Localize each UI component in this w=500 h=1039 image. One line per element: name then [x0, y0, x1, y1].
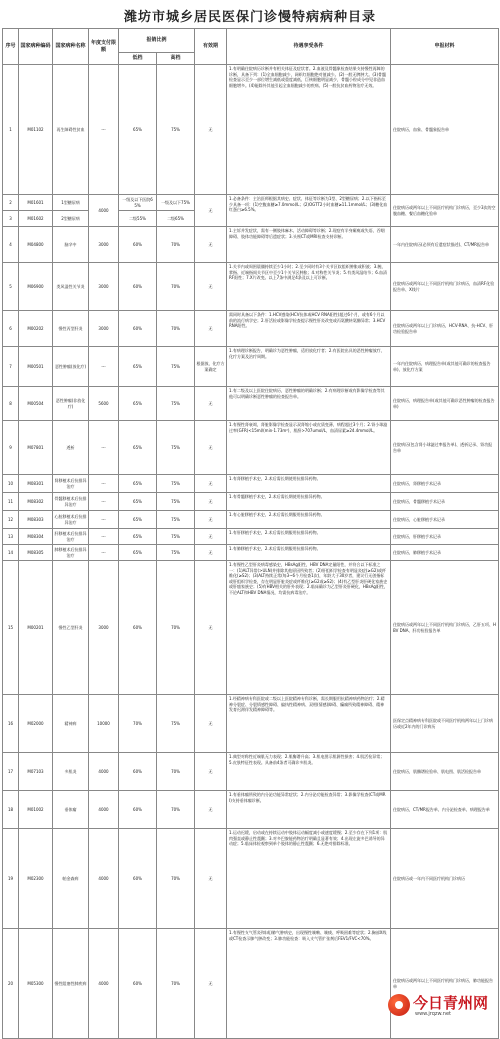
cell-low: 60%	[119, 791, 157, 829]
cell-period: 无	[195, 227, 227, 263]
cell-period: 无	[195, 695, 227, 753]
cell-period: 无	[195, 753, 227, 791]
cell-materials: 住院病历或两年以上门诊病历，HCV-RNA、抗-HCV、肝功检验报告单	[391, 311, 499, 347]
cell-condition: 需同时具备以下条件：1.HCV感染(HCV抗体或HCV RNA阳性)超过6个月，或有6个月以前的流行病学史；2.肝活检或影像学检查提示慢性肝炎改变或丙氨酸转氨酶异常；3.HCV RNA阳性。	[227, 311, 391, 347]
cell-low: 65%	[119, 493, 157, 511]
cell-materials: 住院病历或两年以上不同医疗机构门诊病历，肺功能报告单	[391, 929, 499, 1039]
cell-high: 70%	[157, 929, 195, 1039]
cell-materials: 住院病历或两年以上不同医疗机构门诊病历，血清RF化验报告单、X线片	[391, 263, 499, 311]
table-row	[3, 347, 499, 387]
cell-low: 60%	[119, 929, 157, 1039]
cell-low: 60%	[119, 263, 157, 311]
cell-period: 无	[195, 475, 227, 493]
cell-materials: 医保定点精神病专科医院或不同医疗机构两年以上门诊病历或近2年内的门诊病历	[391, 695, 499, 753]
cell-code: M07801	[19, 421, 53, 475]
table-row	[3, 195, 499, 211]
cell-code: M08303	[19, 511, 53, 529]
cell-seq: 6	[3, 311, 19, 347]
cell-materials: 住院病历或一年内不同医疗机构门诊病历	[391, 829, 499, 929]
cell-condition: 1.有二级及以上医院住院病历，恶性肿瘤的明确诊断；2.有病理诊断或有影像学检查等其他可以明确诊断恶性肿瘤的检查报告单。	[227, 387, 391, 421]
cell-low: 65%	[119, 65, 157, 195]
cell-name: 帕金森病	[53, 829, 89, 929]
cell-high: 一级及以下75%	[157, 195, 195, 211]
cell-code: M02300	[19, 829, 53, 929]
cell-seq: 19	[3, 829, 19, 929]
table-row	[3, 493, 499, 511]
table-row	[3, 545, 499, 561]
cell-materials: 住院病历，心脏移植手术记录	[391, 511, 499, 529]
cell-condition: 1.关节内或周围晨僵持续至少1小时；2.至少同时有3个关节区软组织肿胀或积液；3.腕、掌指、近端指间关节区中至少1个关节区肿胀；4.对称性关节炎；5.有类风湿结节；6.血清RF阳性；7.X片改变。以上7条中满足4条及以上可诊断。	[227, 263, 391, 311]
cell-materials: 住院病历(包含肾小球滤过率报告单)、透析记录、肾功报告单	[391, 421, 499, 475]
header-code: 国家病种编码	[19, 29, 53, 65]
cell-limit: 4000	[89, 791, 119, 829]
cell-limit: 3000	[89, 561, 119, 695]
cell-period: 无	[195, 65, 227, 195]
cell-name: 恶性肿瘤(非放化疗)	[53, 387, 89, 421]
cell-condition: 1.有垂体瘤所致的内分泌功能异常症状；2.内分泌功能检查异常；3.影像学检查(CT或MRI)支持垂体瘤诊断。	[227, 791, 391, 829]
cell-high: 70%	[157, 753, 195, 791]
cell-name: 心脏移植术后抗排异治疗	[53, 511, 89, 529]
cell-name: 1型糖尿病	[53, 195, 89, 211]
cell-condition: 1.运动迟缓，启动或在持续运动中肢体运动幅度减小或速度缓慢；2.至少存在下列1项：肌肉强直或静止性震颤；3.对多巴胺能药物治疗明确且显著有效；4.出现左旋多巴诱导的异动症；5.临床体检观察到单个肢体的静止性震颤；6.无绝对排除标准。	[227, 829, 391, 929]
cell-low: 65%	[119, 529, 157, 545]
cell-high: 70%	[157, 263, 195, 311]
cell-name: 精神病	[53, 695, 89, 753]
watermark-url: www.jrqzw.net	[415, 1011, 451, 1017]
cell-limit: 3000	[89, 311, 119, 347]
cell-seq: 16	[3, 695, 19, 753]
cell-seq: 9	[3, 421, 19, 475]
cell-code: M08301	[19, 475, 53, 493]
cell-seq: 12	[3, 511, 19, 529]
table-row	[3, 511, 499, 529]
cell-condition: 1.有病理诊断报告，明确诊为恶性肿瘤，适用放化疗者；2.有医院出具的恶性肿瘤放疗、化疗方案及治疗周期。	[227, 347, 391, 387]
table-row	[3, 829, 499, 929]
cell-low: 65%	[119, 545, 157, 561]
cell-high: 二级65%	[157, 211, 195, 227]
cell-materials: 一年内住院病历，病理报告单(或其他可确诊的检查报告单)、放化疗方案	[391, 347, 499, 387]
cell-high: 75%	[157, 493, 195, 511]
cell-name: 慢性丙型肝炎	[53, 311, 89, 347]
cell-name: 再生障碍性贫血	[53, 65, 89, 195]
header-name: 国家病种名称	[53, 29, 89, 65]
cell-name: 肾移植术后抗排异治疗	[53, 475, 89, 493]
cell-seq: 18	[3, 791, 19, 829]
cell-seq: 20	[3, 929, 19, 1039]
cell-code: M08302	[19, 493, 53, 511]
cell-low: 65%	[119, 511, 157, 529]
cell-condition: 1.典型对称性近端肌无力表现；2.肌酶谱升高；3.肌电图示肌源性损害；4.肌活检异常；5.皮肤特征性表现。具备前4条者可确诊多肌炎。	[227, 753, 391, 791]
cell-name: 恶性肿瘤(放化疗)	[53, 347, 89, 387]
cell-name: 2型糖尿病	[53, 211, 89, 227]
header-limit: 年度支付限额	[89, 29, 119, 65]
cell-condition: 1.有心脏移植手术史，2.术后需长期服用抗排异药物。	[227, 511, 391, 529]
cell-low: 60%	[119, 561, 157, 695]
cell-period: 无	[195, 421, 227, 475]
table-row	[3, 791, 499, 829]
cell-limit: ---	[89, 529, 119, 545]
cell-materials: 住院病历，肺移植手术记录	[391, 545, 499, 561]
cell-name: 类风湿性关节炎	[53, 263, 89, 311]
cell-seq: 5	[3, 263, 19, 311]
cell-high: 75%	[157, 475, 195, 493]
cell-seq: 8	[3, 387, 19, 421]
cell-low: 65%	[119, 421, 157, 475]
cell-code: M00504	[19, 387, 53, 421]
cell-period: 根据放、化疗方案确定	[195, 347, 227, 387]
cell-limit: ---	[89, 493, 119, 511]
cell-period: 无	[195, 493, 227, 511]
cell-high: 75%	[157, 529, 195, 545]
cell-condition: 1.有明确住院病历诊断并有相关体征及症状者。2.血液及骨髓象检查结果支持慢性再障的诊断，具备下列：(1)全血细胞减少，网织红细胞绝对值减少。(2)一般无脾肿大。(3)骨髓检查显示至少一部位增生减低或重度减低，巨核细胞明显减少，骨髓小粒成分中见非造血细胞增多。(4)能除外其他引起全血细胞减少的疾病。(5)一般抗贫血药物治疗无效。	[227, 65, 391, 195]
cell-high: 75%	[157, 421, 195, 475]
cell-materials: 一年内住院病历(必须有后遗症状描述)、CT/MR报告单	[391, 227, 499, 263]
cell-high: 75%	[157, 347, 195, 387]
cell-period: 无	[195, 195, 227, 227]
header-period: 有效期	[195, 29, 227, 65]
cell-period: 无	[195, 791, 227, 829]
cell-limit: 3000	[89, 227, 119, 263]
cell-high: 70%	[157, 829, 195, 929]
cell-code: M05300	[19, 929, 53, 1039]
table-row	[3, 387, 499, 421]
cell-name: 慢性阻塞性肺疾病	[53, 929, 89, 1039]
cell-code: M01002	[19, 791, 53, 829]
cell-low: 65%	[119, 475, 157, 493]
cell-seq: 1	[3, 65, 19, 195]
table-row	[3, 311, 499, 347]
cell-high: 75%	[157, 387, 195, 421]
cell-limit: ---	[89, 65, 119, 195]
cell-condition: 1.有慢性乙型肝炎病毒感染史，HBsAg阳性，HBV DNA定量阳性，并符合以下标准之一：(1)ALT异常(>ULN)并排除其他原因所致者；(2)肝组织学检查有明显炎症(≥G2)或纤维化(≥S2)；(3)ALT持续正常(每3~6个月检查1次)，年龄大于30岁者，建议行无创指标或肝组织学检查，存在明显肝脏炎症或纤维化(≥G2或≥S2)；(4)有乙型肝炎肝硬化家族史或肝癌家族史；(5)有HBV相关的肝外表现；2.临床确诊为乙型肝炎肝硬化，HBsAg阳性，不论ALT和HBV DNA情况，均需抗病毒治疗。	[227, 561, 391, 695]
cell-materials: 住院病历，肌酶谱检验单、肌电图、肌活检报告单	[391, 753, 499, 791]
cell-period: 无	[195, 829, 227, 929]
cell-limit: ---	[89, 421, 119, 475]
cell-materials: 住院病历或两年以上不同医疗机构门诊病历，至少3次的空腹血糖、餐后血糖化验单	[391, 195, 499, 227]
cell-seq: 7	[3, 347, 19, 387]
cell-condition: 1.必备条件：主治医师根据其病史、症状、体征等诊断为1型、2型糖尿病；2.以下指标至少具备一项：(1)空腹血糖≥7.0mmol/L；(2)OGTT2小时血糖≥11.1mmol/L；(3)糖化血红蛋白≥6.5%。	[227, 195, 391, 227]
cell-high: 70%	[157, 791, 195, 829]
cell-limit: 3000	[89, 263, 119, 311]
page-title: 潍坊市城乡居民医保门诊慢特病病种目录	[123, 10, 376, 25]
cell-materials: 住院病历，CT/MR报告单、内分泌检查单、病理报告单	[391, 791, 499, 829]
cell-low: 60%	[119, 227, 157, 263]
table-row	[3, 421, 499, 475]
cell-name: 骨髓移植术后抗排异治疗	[53, 493, 89, 511]
cell-high: 75%	[157, 695, 195, 753]
cell-low: 65%	[119, 347, 157, 387]
cell-code: M07103	[19, 753, 53, 791]
table-row	[3, 263, 499, 311]
cell-period: 无	[195, 387, 227, 421]
table-row	[3, 529, 499, 545]
header-condition: 待遇享受条件	[227, 29, 391, 65]
cell-condition: 1.有肾移植手术史，2.术后需长期使用抗排异药物。	[227, 475, 391, 493]
cell-low: 60%	[119, 311, 157, 347]
table-row	[3, 65, 499, 195]
cell-condition: 1.有肝移植手术史，2.术后需长期服用抗排异药物。	[227, 529, 391, 545]
disease-catalog-table	[2, 28, 499, 1039]
header-ratio: 报销比例	[119, 29, 195, 53]
cell-name: 慢性乙型肝炎	[53, 561, 89, 695]
cell-limit: ---	[89, 511, 119, 529]
header-materials: 申报材料	[391, 29, 499, 65]
cell-code: M01601	[19, 195, 53, 211]
cell-high: 75%	[157, 511, 195, 529]
cell-seq: 14	[3, 545, 19, 561]
table-row	[3, 475, 499, 493]
cell-period: 无	[195, 561, 227, 695]
cell-period: 无	[195, 311, 227, 347]
table-row	[3, 561, 499, 695]
cell-name: 垂体瘤	[53, 791, 89, 829]
cell-low: 60%	[119, 829, 157, 929]
table-row	[3, 695, 499, 753]
cell-seq: 11	[3, 493, 19, 511]
cell-materials: 住院病历，肾移植手术记录	[391, 475, 499, 493]
header-low: 低档	[119, 53, 157, 65]
header-high: 高档	[157, 53, 195, 65]
cell-limit: 5600	[89, 387, 119, 421]
cell-high: 75%	[157, 65, 195, 195]
cell-name: 脑卒中	[53, 227, 89, 263]
cell-low: 一级及以下医院65%	[119, 195, 157, 211]
cell-code: M02000	[19, 695, 53, 753]
table-row	[3, 227, 499, 263]
cell-materials: 住院病历，肝移植手术记录	[391, 529, 499, 545]
cell-condition: 1.有慢性肾衰竭，肾脏影像学检查显示双肾缩小或皮质变薄，病程超过3个月；2.肾小球滤过率(GFR)<15ml/(min·1.73m²)，肌酐>707umol/L，血清尿素≥24.4mmol/L。	[227, 421, 391, 475]
cell-low: 二级55%	[119, 211, 157, 227]
cell-high: 70%	[157, 311, 195, 347]
cell-code: M01102	[19, 65, 53, 195]
cell-condition: 1.经精神病专科医院或二级以上医院精神专科诊断，需长期服用抗精神病药物治疗；2.精神分裂症、分裂情感性障碍、偏执性精神病、双相(情感)障碍、癫痫所致精神障碍、精神发育迟滞伴发精神障碍等。	[227, 695, 391, 753]
cell-code: M08305	[19, 545, 53, 561]
cell-limit: 4000	[89, 829, 119, 929]
cell-materials: 住院病历，血象、骨髓象报告单	[391, 65, 499, 195]
cell-seq: 10	[3, 475, 19, 493]
cell-low: 60%	[119, 753, 157, 791]
cell-low: 70%	[119, 695, 157, 753]
cell-seq: 2	[3, 195, 19, 211]
cell-name: 透析	[53, 421, 89, 475]
cell-period: 无	[195, 929, 227, 1039]
cell-condition: 1.有慢性支气管炎和(或)肺气肿病史，出现慢性咳嗽、咳痰、呼吸困难等症状；2.胸部X线或CT检查示肺气肿改变；3.肺功能检查：吸入支气管扩张剂后FEV1/FVC<70%。	[227, 929, 391, 1039]
cell-period: 无	[195, 511, 227, 529]
cell-high: 70%	[157, 227, 195, 263]
cell-condition: 1.主诉并发症状，需有一侧肢体麻木、活动障碍等诊断；2.现症有半身瘫痪或失语、吞咽障碍、肢体功能障碍等后遗症状；3.头颅CT或MRI检查支持诊断。	[227, 227, 391, 263]
cell-code: M06900	[19, 263, 53, 311]
cell-high: 70%	[157, 561, 195, 695]
cell-limit: 4000	[89, 195, 119, 227]
cell-period: 无	[195, 263, 227, 311]
cell-high: 75%	[157, 545, 195, 561]
watermark-text: 今日青州网	[413, 994, 489, 1012]
cell-code: M08304	[19, 529, 53, 545]
cell-code: M00501	[19, 347, 53, 387]
cell-condition: 1.有肺移植手术史，2.术后需长期服用抗排异药物。	[227, 545, 391, 561]
cell-name: 多肌炎	[53, 753, 89, 791]
table-row	[3, 753, 499, 791]
table-row	[3, 929, 499, 1039]
cell-limit: ---	[89, 475, 119, 493]
cell-code: M01602	[19, 211, 53, 227]
cell-materials: 住院病历或两年以上不同医疗机构门诊病历，乙肝五项、HBV DNA、肝功检验报告单	[391, 561, 499, 695]
cell-limit: ---	[89, 347, 119, 387]
cell-code: M00201	[19, 561, 53, 695]
cell-seq: 4	[3, 227, 19, 263]
cell-limit: 4000	[89, 929, 119, 1039]
cell-limit: 4000	[89, 753, 119, 791]
cell-period: 无	[195, 545, 227, 561]
cell-seq: 15	[3, 561, 19, 695]
cell-low: 65%	[119, 387, 157, 421]
cell-seq: 3	[3, 211, 19, 227]
cell-seq: 17	[3, 753, 19, 791]
site-logo-icon	[388, 994, 410, 1016]
site-watermark	[388, 992, 496, 1018]
cell-condition: 1.有骨髓移植手术史，2.术后需长期使用抗排异药物。	[227, 493, 391, 511]
cell-code: M00202	[19, 311, 53, 347]
cell-name: 肝移植术后抗排异治疗	[53, 529, 89, 545]
cell-materials: 住院病历，病理报告单(或其他可确诊恶性肿瘤的检查报告单)	[391, 387, 499, 421]
cell-code: M04800	[19, 227, 53, 263]
cell-materials: 住院病历，骨髓移植手术记录	[391, 493, 499, 511]
cell-limit: ---	[89, 545, 119, 561]
cell-name: 肺移植术后抗排异治疗	[53, 545, 89, 561]
cell-period: 无	[195, 529, 227, 545]
header-seq: 序号	[3, 29, 19, 65]
cell-seq: 13	[3, 529, 19, 545]
cell-limit: 10000	[89, 695, 119, 753]
